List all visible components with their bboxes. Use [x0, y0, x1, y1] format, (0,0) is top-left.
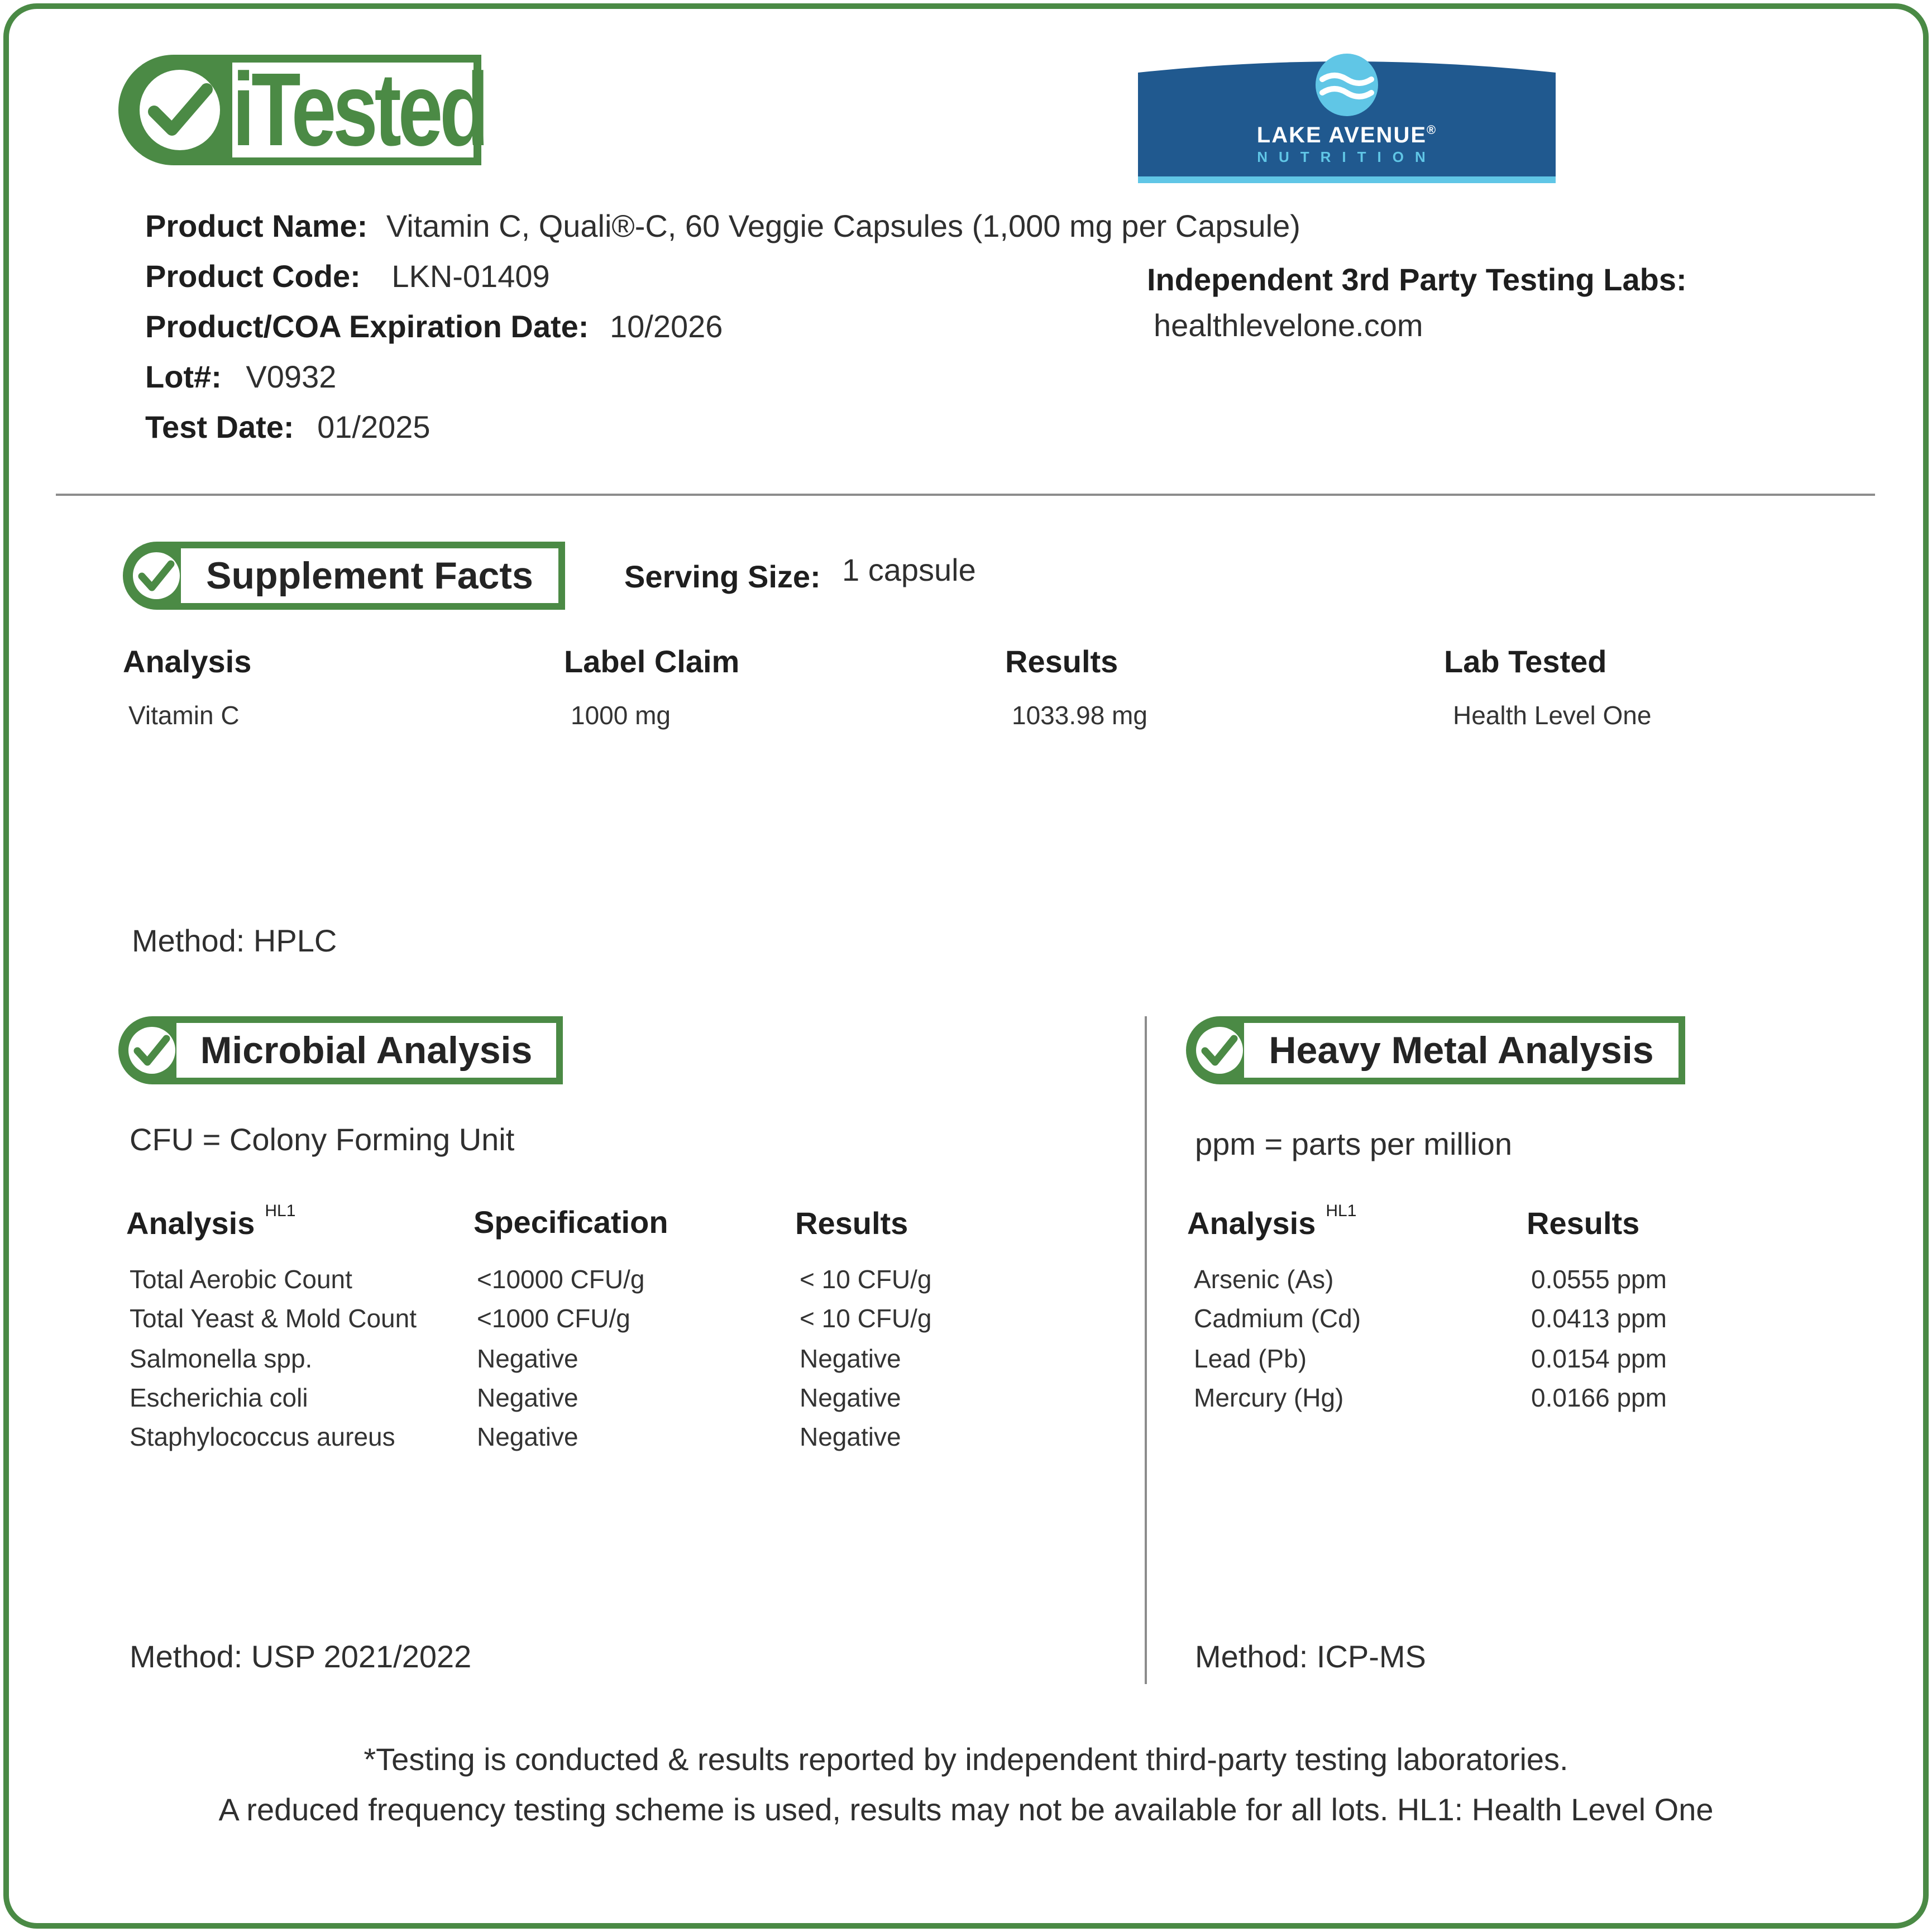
product-name-value: Vitamin C, Quali®-C, 60 Veggie Capsules (1,000 mg per Capsule): [386, 208, 1300, 243]
heavy-cell: Lead (Pb): [1194, 1344, 1307, 1373]
supp-header-results: Results: [1005, 644, 1118, 679]
checkmark-icon: [126, 1025, 178, 1075]
column-divider: [1145, 1016, 1147, 1684]
product-code-row: [145, 258, 550, 294]
labs-site: healthlevelone.com: [1154, 308, 1423, 343]
expiration-label: Product/COA Expiration Date:: [145, 309, 589, 344]
micro-cell: Negative: [477, 1344, 578, 1373]
micro-header-specification: Specification: [474, 1204, 668, 1240]
heavy-metal-badge: [1186, 1016, 1685, 1084]
supplement-facts-title: Supplement Facts: [206, 554, 533, 597]
micro-cell: Total Yeast & Mold Count: [130, 1304, 417, 1333]
micro-cell: < 10 CFU/g: [800, 1265, 932, 1294]
heavy-cell: Mercury (Hg): [1194, 1383, 1344, 1412]
micro-cell: Staphylococcus aureus: [130, 1422, 395, 1451]
test-date-value: 01/2025: [317, 409, 431, 444]
footer-line-1: *Testing is conducted & results reported by independent third-party testing laboratories.: [364, 1742, 1568, 1777]
serving-size-label: Serving Size:: [624, 559, 821, 594]
hl1-superscript: HL1: [265, 1202, 296, 1220]
heavy-cell: 0.0166 ppm: [1531, 1383, 1667, 1412]
supplement-facts-badge: [123, 542, 565, 610]
heavy-cell: 0.0555 ppm: [1531, 1265, 1667, 1294]
supplement-method: Method: HPLC: [132, 923, 337, 958]
supp-cell-label-claim: 1000 mg: [571, 701, 671, 730]
test-date-label: Test Date:: [145, 409, 294, 444]
supp-header-lab-tested: Lab Tested: [1444, 644, 1607, 679]
heavy-cell: Arsenic (As): [1194, 1265, 1334, 1294]
micro-header-results: Results: [795, 1206, 908, 1241]
heavy-metal-title: Heavy Metal Analysis: [1269, 1029, 1654, 1072]
supp-cell-analysis: Vitamin C: [128, 701, 240, 730]
micro-cell: < 10 CFU/g: [800, 1304, 932, 1333]
cfu-note: CFU = Colony Forming Unit: [130, 1122, 515, 1157]
product-name-row: [145, 208, 1300, 244]
supp-cell-results: 1033.98 mg: [1012, 701, 1147, 730]
micro-cell: Negative: [477, 1383, 578, 1412]
lot-value: V0932: [246, 359, 337, 394]
expiration-value: 10/2026: [610, 309, 723, 344]
micro-cell: Total Aerobic Count: [130, 1265, 352, 1294]
heavy-method: Method: ICP-MS: [1195, 1639, 1426, 1674]
checkmark-icon: [135, 67, 224, 153]
microbial-method: Method: USP 2021/2022: [130, 1639, 472, 1674]
supp-header-analysis: Analysis: [123, 644, 252, 679]
micro-cell: Salmonella spp.: [130, 1344, 313, 1373]
serving-size-value: 1 capsule: [842, 552, 976, 587]
micro-cell: Negative: [477, 1422, 578, 1451]
micro-header-analysis: Analysis $^{HL1}$: [126, 1202, 296, 1241]
labs-label: Independent 3rd Party Testing Labs:: [1147, 262, 1687, 297]
lot-row: [145, 358, 336, 395]
lake-avenue-registered: ®: [1427, 123, 1437, 137]
section-divider: [56, 494, 1875, 496]
footer-line-2: A reduced frequency testing scheme is used, results may not be available for all lots. HL1: Health Level One: [218, 1792, 1714, 1827]
itested-wordmark: iTested: [232, 52, 486, 168]
expiration-row: [145, 308, 723, 345]
microbial-analysis-title: Microbial Analysis: [200, 1029, 533, 1072]
test-date-row: [145, 409, 431, 445]
micro-cell: Escherichia coli: [130, 1383, 308, 1412]
lake-avenue-subtitle: NUTRITION: [1257, 149, 1437, 165]
product-code-value: LKN-01409: [391, 259, 550, 294]
itested-logo: [118, 52, 486, 168]
lake-avenue-name: LAKE AVENUE: [1256, 123, 1427, 147]
ppm-note: ppm = parts per million: [1195, 1126, 1513, 1161]
heavy-header-results: Results: [1527, 1206, 1640, 1241]
microbial-analysis-badge: [118, 1016, 563, 1084]
hl1-superscript: HL1: [1326, 1202, 1357, 1220]
checkmark-icon: [131, 551, 182, 601]
product-code-label: Product Code:: [145, 259, 361, 294]
heavy-header-analysis: Analysis $^{HL1}$: [1187, 1202, 1357, 1241]
heavy-cell: Cadmium (Cd): [1194, 1304, 1361, 1333]
heavy-cell: 0.0413 ppm: [1531, 1304, 1667, 1333]
lot-label: Lot#:: [145, 359, 222, 394]
micro-cell: Negative: [800, 1422, 901, 1451]
lake-avenue-logo: [1138, 52, 1556, 184]
checkmark-icon: [1194, 1025, 1245, 1075]
supp-cell-lab-tested: Health Level One: [1453, 701, 1652, 730]
micro-cell: Negative: [800, 1344, 901, 1373]
supp-header-label-claim: Label Claim: [564, 644, 740, 679]
micro-cell: Negative: [800, 1383, 901, 1412]
heavy-cell: 0.0154 ppm: [1531, 1344, 1667, 1373]
micro-cell: <1000 CFU/g: [477, 1304, 630, 1333]
micro-cell: <10000 CFU/g: [477, 1265, 645, 1294]
product-name-label: Product Name:: [145, 208, 368, 243]
